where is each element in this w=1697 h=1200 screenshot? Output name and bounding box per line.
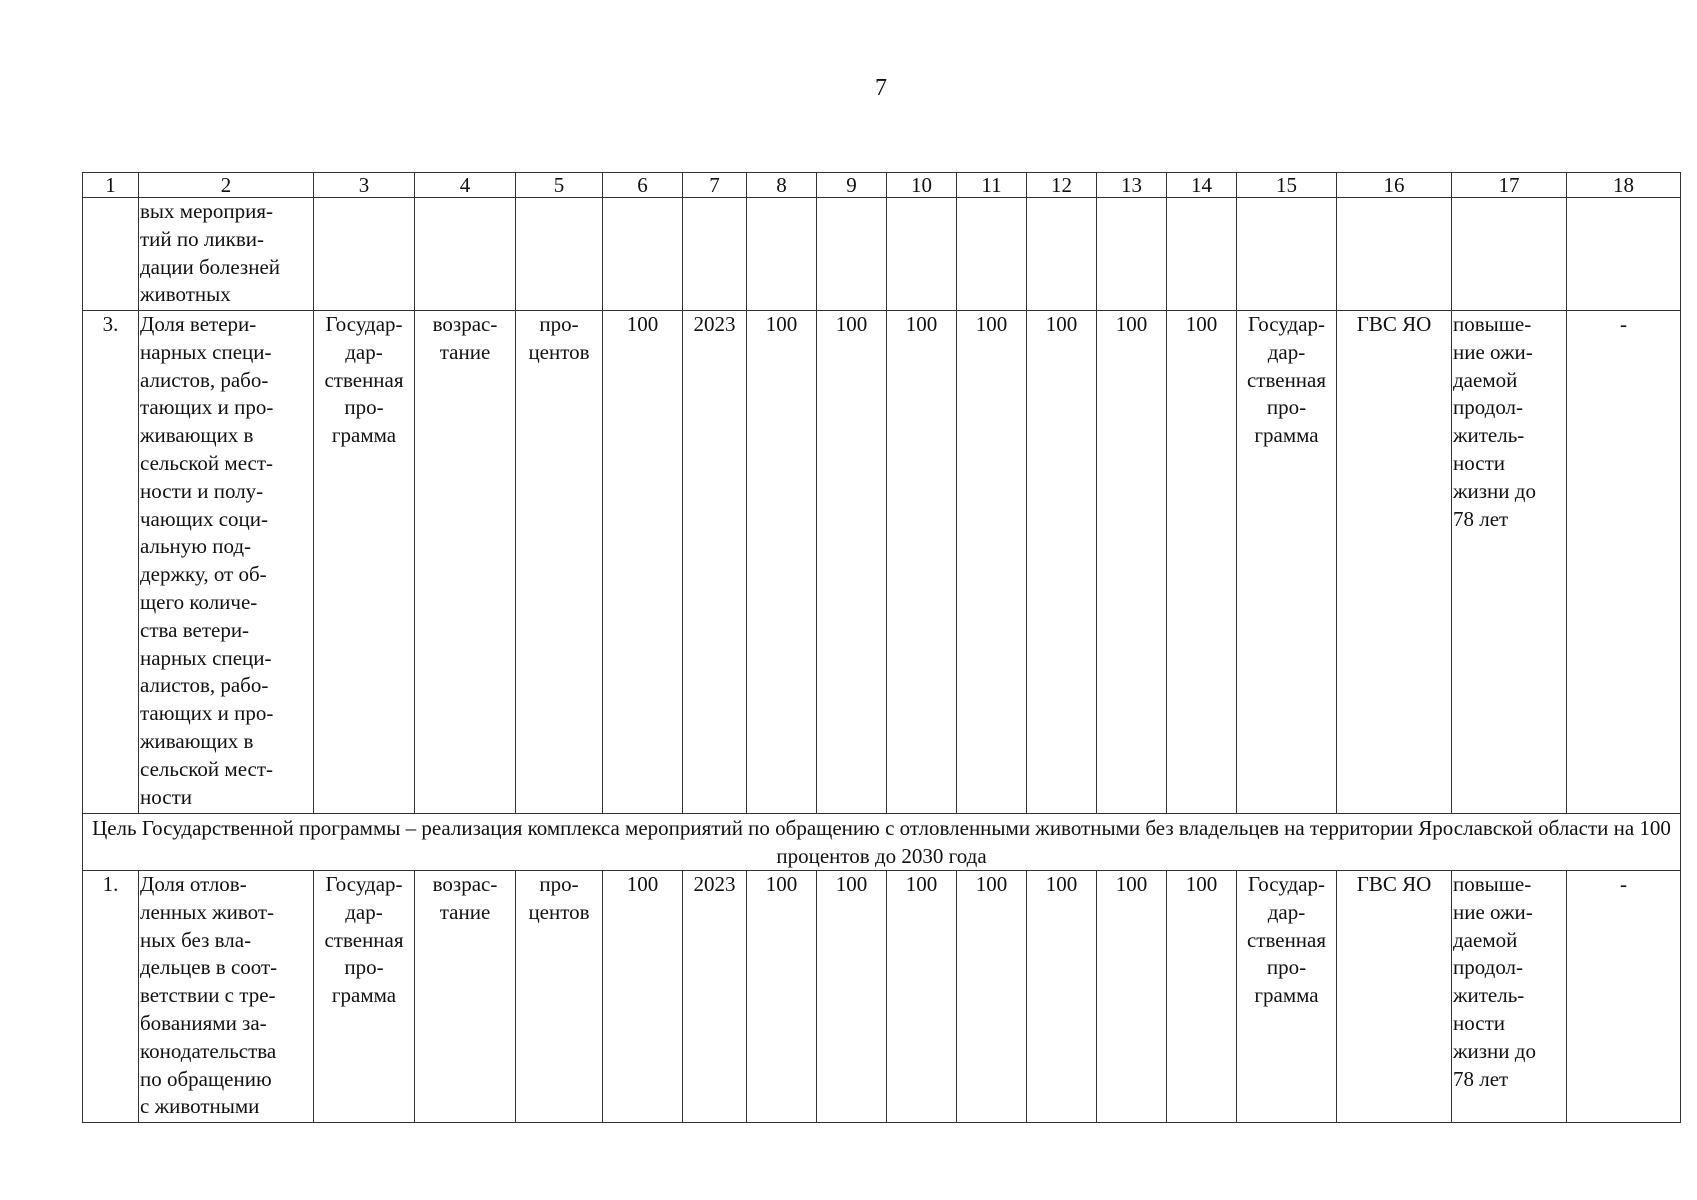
col-num: 13	[1097, 173, 1167, 198]
page-number: 7	[875, 75, 887, 101]
value-cell: 100	[957, 311, 1027, 814]
cell-empty	[1567, 198, 1681, 311]
cell-empty	[83, 198, 139, 311]
indicator-row-1	[83, 871, 1681, 1123]
document-cell: Государ- дар- ственная про- грамма	[1237, 311, 1337, 814]
goal-row	[83, 814, 1681, 871]
unit-cell: про- центов	[516, 311, 603, 814]
col-num: 4	[415, 173, 516, 198]
col-num: 1	[83, 173, 139, 198]
base-year-cell: 2023	[683, 311, 747, 814]
value-cell: 100	[957, 871, 1027, 1123]
indicator-name-cell: Доля отлов- ленных живот- ных без вла- дельцев в соот- ветствии с тре- бованиями за- конодательства по обращению с животными	[139, 871, 314, 1123]
cell-empty	[603, 198, 683, 311]
cell-empty	[1237, 198, 1337, 311]
level-cell: Государ- дар- ственная про- грамма	[314, 871, 415, 1123]
info-system-cell: -	[1567, 311, 1681, 814]
cell-empty	[516, 198, 603, 311]
value-cell: 100	[1027, 311, 1097, 814]
cell-empty	[415, 198, 516, 311]
col-num: 18	[1567, 173, 1681, 198]
cell-empty	[957, 198, 1027, 311]
value-cell: 100	[1167, 311, 1237, 814]
cell-empty	[1027, 198, 1097, 311]
col-num: 5	[516, 173, 603, 198]
col-num: 8	[747, 173, 817, 198]
value-cell: 100	[887, 871, 957, 1123]
cell-empty	[314, 198, 415, 311]
info-system-cell: -	[1567, 871, 1681, 1123]
value-cell: 100	[1097, 871, 1167, 1123]
trend-cell: возрас- тание	[415, 311, 516, 814]
trend-cell: возрас- тание	[415, 871, 516, 1123]
col-num: 15	[1237, 173, 1337, 198]
col-num: 10	[887, 173, 957, 198]
responsible-cell: ГВС ЯО	[1337, 871, 1452, 1123]
cell-empty	[817, 198, 887, 311]
base-value-cell: 100	[603, 871, 683, 1123]
responsible-cell: ГВС ЯО	[1337, 311, 1452, 814]
col-num: 17	[1452, 173, 1567, 198]
col-num: 6	[603, 173, 683, 198]
cell-empty	[683, 198, 747, 311]
indicator-name-cell: Доля ветери- нарных специ- алистов, рабо- тающих и про- живающих в сельской мест- ности и полу- чающих соци- альную под- держку, от об- щего количе- ства ветери- нарных специ- алистов, рабо- тающих и про- живающих в сельской мест- ности	[139, 311, 314, 814]
base-value-cell: 100	[603, 311, 683, 814]
value-cell: 100	[747, 311, 817, 814]
col-num: 9	[817, 173, 887, 198]
value-cell: 100	[1167, 871, 1237, 1123]
value-cell: 100	[817, 311, 887, 814]
value-cell: 100	[817, 871, 887, 1123]
cell-empty	[1097, 198, 1167, 311]
col-num: 7	[683, 173, 747, 198]
col-num: 3	[314, 173, 415, 198]
col-num: 14	[1167, 173, 1237, 198]
value-cell: 100	[887, 311, 957, 814]
continuation-row	[83, 198, 1681, 311]
value-cell: 100	[1027, 871, 1097, 1123]
unit-cell: про- центов	[516, 871, 603, 1123]
row-number: 3.	[83, 311, 139, 814]
cell-empty	[1337, 198, 1452, 311]
link-cell: повыше- ние ожи- даемой продол- житель- ности жизни до 78 лет	[1452, 311, 1567, 814]
row-number: 1.	[83, 871, 139, 1123]
col-num: 16	[1337, 173, 1452, 198]
column-number-row	[83, 173, 1681, 198]
indicator-row-3	[83, 311, 1681, 814]
col-num: 11	[957, 173, 1027, 198]
value-cell: 100	[747, 871, 817, 1123]
level-cell: Государ- дар- ственная про- грамма	[314, 311, 415, 814]
goal-text: Цель Государственной программы – реализация комплекса мероприятий по обращению с отловленными животными без владельцев на территории Ярославской области на 100 процентов до 2030 года	[83, 814, 1681, 871]
document-cell: Государ- дар- ственная про- грамма	[1237, 871, 1337, 1123]
value-cell: 100	[1097, 311, 1167, 814]
cell-empty	[1167, 198, 1237, 311]
base-year-cell: 2023	[683, 871, 747, 1123]
col-num: 2	[139, 173, 314, 198]
cell-empty	[887, 198, 957, 311]
link-cell: повыше- ние ожи- даемой продол- житель- ности жизни до 78 лет	[1452, 871, 1567, 1123]
indicators-table	[82, 172, 1681, 1123]
col-num: 12	[1027, 173, 1097, 198]
indicator-name-cell: вых мероприя- тий по ликви- дации болезней животных	[139, 198, 314, 311]
cell-empty	[747, 198, 817, 311]
cell-empty	[1452, 198, 1567, 311]
